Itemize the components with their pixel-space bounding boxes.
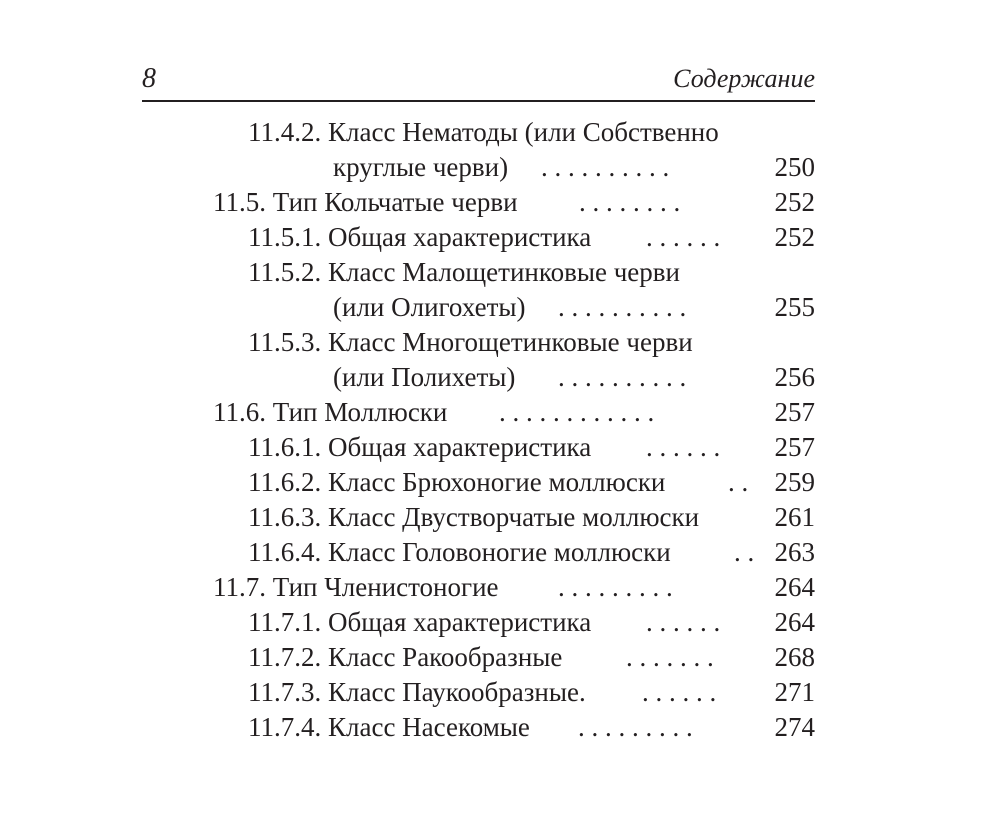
toc-page-number: 271: [774, 677, 815, 707]
toc-page-number: 257: [774, 432, 815, 462]
toc-page-number: 257: [774, 397, 815, 427]
running-title: Содержание: [673, 64, 815, 93]
dot-leader: . . . . . . . .: [579, 187, 681, 217]
page-number: 8: [142, 63, 156, 94]
toc-entry-text: 11.7. Тип Членистоногие: [213, 572, 499, 602]
toc-entry-text: (или Полихеты): [333, 362, 516, 392]
toc-entry-text: 11.5.2. Класс Малощетинковые черви: [248, 257, 680, 287]
toc-page-number: 252: [774, 222, 815, 252]
toc-page-number: 268: [774, 642, 815, 672]
dot-leader: . . . . . . . . . . . .: [499, 397, 655, 427]
toc-entry-text: 11.6. Тип Моллюски: [213, 397, 448, 427]
toc-entry-text: 11.7.2. Класс Ракообразные: [248, 642, 563, 672]
toc-entry-text: 11.6.1. Общая характеристика: [248, 432, 592, 462]
toc-entry-text: 11.7.4. Класс Насекомые: [248, 712, 530, 742]
toc-entry-text: 11.5. Тип Кольчатые черви: [213, 187, 518, 217]
dot-leader: . . . . . .: [642, 677, 717, 707]
toc-page-number: 264: [774, 607, 815, 637]
dot-leader: . . . . . .: [646, 607, 721, 637]
toc-entry-text: 11.7.1. Общая характеристика: [248, 607, 592, 637]
toc-entry-text: 11.4.2. Класс Нематоды (или Собственно: [248, 117, 719, 147]
toc-entry-11-7: [213, 570, 815, 604]
toc-entry-11-5-2: [248, 255, 815, 289]
toc-page-number: 250: [774, 152, 815, 182]
toc-page-number: 256: [774, 362, 815, 392]
toc-entry-11-6-4: [248, 535, 815, 569]
toc-entry-11-6-2: [248, 465, 815, 499]
toc-entry-11-5: [213, 185, 815, 219]
toc-entry-text: 11.5.3. Класс Многощетинковые черви: [248, 327, 693, 357]
toc-entry-11-4-2-cont: [333, 150, 815, 184]
toc-entry-11-5-3-cont: [333, 360, 815, 394]
toc-entry-text: 11.6.3. Класс Двустворчатые моллюски: [248, 502, 700, 532]
toc-entry-text: 11.6.4. Класс Головоногие моллюски: [248, 537, 671, 567]
toc-entry-text: (или Олигохеты): [333, 292, 526, 322]
dot-leader: . . . . . .: [646, 222, 721, 252]
toc-page-number: 261: [774, 502, 815, 532]
toc-page-number: 263: [774, 537, 815, 567]
dot-leader: . .: [728, 467, 749, 497]
toc-entry-text: 11.7.3. Класс Паукообразные.: [248, 677, 586, 707]
dot-leader: . . . . . . . . . .: [558, 292, 687, 322]
toc-entry-text: 11.6.2. Класс Брюхоногие моллюски: [248, 467, 666, 497]
toc-entry-11-5-2-cont: [333, 290, 815, 324]
dot-leader: . . . . . . . . . .: [541, 152, 670, 182]
toc-page-number: 259: [774, 467, 815, 497]
toc-entry-11-5-3: [248, 325, 815, 359]
toc-entry-11-7-4: [248, 710, 815, 744]
toc-page-number: 255: [774, 292, 815, 322]
toc-entry-11-6-3: [248, 500, 815, 534]
toc-entry-11-6-1: [248, 430, 815, 464]
toc-page-number: 274: [774, 712, 815, 742]
toc-entry-11-7-1: [248, 605, 815, 639]
dot-leader: . . . . . . . . .: [558, 572, 673, 602]
toc-entry-11-7-3: [248, 675, 815, 709]
dot-leader: . . . . . . . . . .: [558, 362, 687, 392]
dot-leader: . . . . . . . . .: [578, 712, 693, 742]
toc-entry-11-5-1: [248, 220, 815, 254]
toc-page-number: 252: [774, 187, 815, 217]
toc-entry-text: 11.5.1. Общая характеристика: [248, 222, 592, 252]
dot-leader: . .: [734, 537, 755, 567]
toc-entry-text: круглые черви): [333, 152, 509, 182]
toc-entry-11-7-2: [248, 640, 815, 674]
toc-entry-11-4-2: [248, 115, 815, 149]
dot-leader: . . . . . . .: [626, 642, 714, 672]
dot-leader: . . . . . .: [646, 432, 721, 462]
toc-entry-11-6: [213, 395, 815, 429]
toc-page-number: 264: [774, 572, 815, 602]
